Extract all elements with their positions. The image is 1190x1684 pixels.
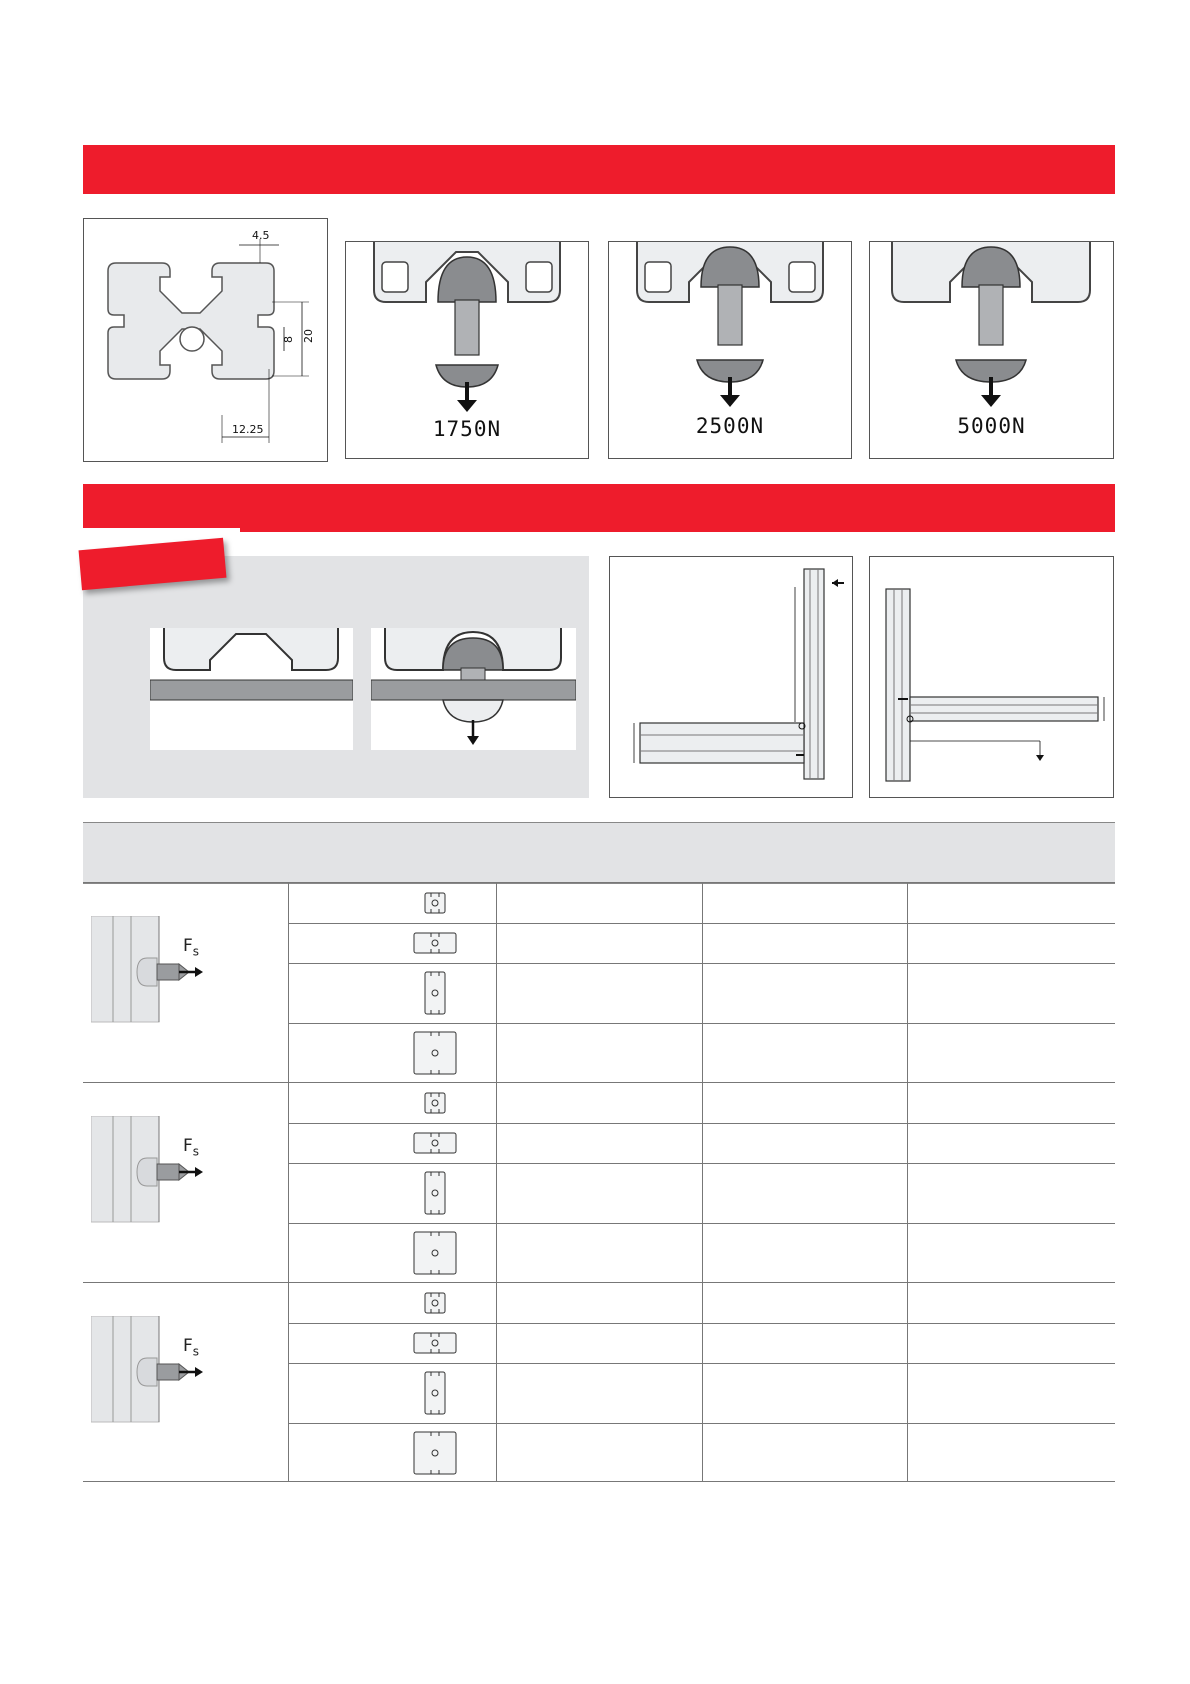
force-symbol-label: $F_s$ <box>183 936 200 959</box>
profile-thumbnail-icon <box>413 1132 457 1154</box>
profile-thumbnail-icon <box>424 1292 446 1314</box>
profile-thumbnail-icon <box>424 1171 446 1215</box>
table-row-divider <box>288 1223 1115 1224</box>
table-row-divider <box>288 1423 1115 1424</box>
connection-illustration <box>91 1316 221 1424</box>
table-row-divider <box>288 963 1115 964</box>
t-joint-diagram <box>869 556 1114 798</box>
table-group-divider <box>83 1082 1115 1083</box>
table-column-divider <box>496 882 497 1481</box>
profile-thumbnail-icon <box>424 892 446 914</box>
profile-thumbnail-icon <box>413 1431 457 1475</box>
force-symbol-label: $F_s$ <box>183 1136 200 1159</box>
profile-cross-section-drawing <box>84 219 327 461</box>
table-column-divider <box>907 882 908 1481</box>
table-column-divider <box>288 882 289 1481</box>
table-header-band <box>83 822 1115 884</box>
profile-thumbnail-icon <box>424 1371 446 1415</box>
profile-thumbnail-icon <box>424 1092 446 1114</box>
l-joint-diagram <box>609 556 853 798</box>
force-label-1: 1750N <box>432 417 502 441</box>
table-group-divider <box>83 1282 1115 1283</box>
force-panel-3 <box>869 241 1114 459</box>
force-panel-2 <box>608 241 852 459</box>
profile-cross-section-panel <box>83 218 328 462</box>
connection-illustration <box>91 916 221 1024</box>
table-column-divider <box>702 882 703 1481</box>
table-row-divider <box>288 1123 1115 1124</box>
connection-illustration <box>91 1116 221 1224</box>
force-panel-1 <box>345 241 589 459</box>
dim-inner-height: 8 <box>282 336 295 343</box>
section-header-bar-1 <box>83 145 1115 194</box>
table-group-divider <box>83 882 1115 883</box>
table-row-divider <box>288 923 1115 924</box>
force-label-3: 5000N <box>957 414 1026 438</box>
profile-thumbnail-icon <box>424 971 446 1015</box>
profile-thumbnail-icon <box>413 1231 457 1275</box>
force-label-2: 2500N <box>695 414 765 438</box>
force-symbol-label: $F_s$ <box>183 1336 200 1359</box>
profile-thumbnail-icon <box>413 1332 457 1354</box>
table-row-divider <box>288 1323 1115 1324</box>
profile-thumbnail-icon <box>413 1031 457 1075</box>
table-bottom-rule <box>83 1481 1115 1482</box>
dim-bottom-offset: 12.25 <box>232 423 264 436</box>
assembly-step-before <box>150 628 353 750</box>
dim-outer-height: 20 <box>302 329 315 343</box>
dim-top-offset: 4.5 <box>252 229 270 242</box>
table-row-divider <box>288 1023 1115 1024</box>
assembly-step-after <box>371 628 576 750</box>
section-header-bar-2 <box>83 484 1115 532</box>
profile-thumbnail-icon <box>413 932 457 954</box>
table-row-divider <box>288 1363 1115 1364</box>
table-row-divider <box>288 1163 1115 1164</box>
